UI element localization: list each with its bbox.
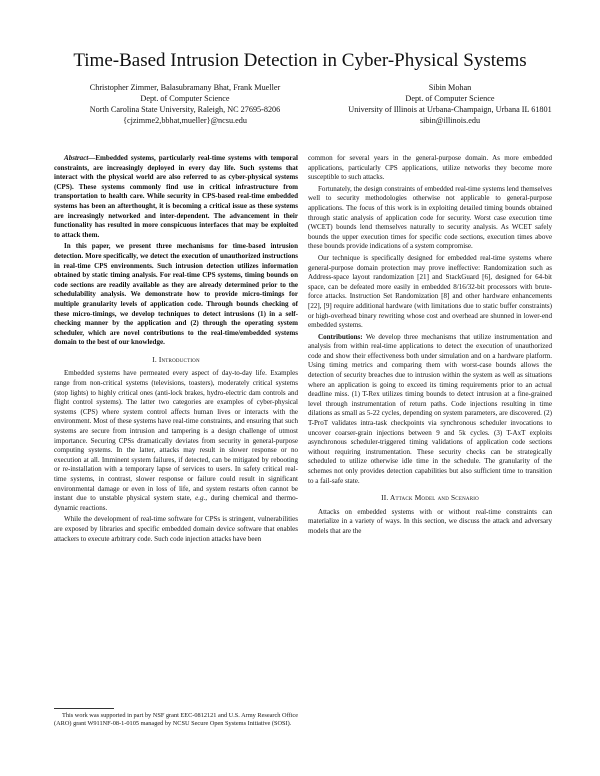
body-paragraph: Contributions: We develop three mechanisms that utilize instrumentation and analysis from within real-time applications to detect the execution of unauthorized code and show their effectiveness both under simulation and on a hardware platform. Using timing metrics and comparing them with worst-case bounds allows the detection of security breaches due to intrusion within the system as well as situations where an application is going to exceed its timing requirements prior to an actual deadline miss. (1) T-Rex utilizes timing bounds to detect intrusion at a fine-grained level through instrumentation of return paths. Code injections resulting in time dilations as small as 5-22 cycles, depending on system parameters, are discovered. (2) T-ProT validates intra-task checkpoints via synchronous scheduler invocations to uncover coarser-grain injections between 9 and 5k cycles. (3) T-AxT exploits asynchronous scheduler-triggered timing validations of application code sections without requiring instrumentation. These security checks can be strategically scheduled to utilize otherwise idle time in the schedule. The granularity of the schemes not only provides detection capabilities but also sufficient time to transition to a fail-safe state.: [308, 332, 552, 485]
footnote-text: This work was supported in part by NSF grant EEC-0812121 and U.S. Army Research Office (ARO) grant W911NF-08-1-0105 managed by NCSU Secure Open Systems Initiative (SOSI).: [54, 712, 298, 727]
body-paragraph: common for several years in the general-purpose domain. As more embedded applications, particularly CPS applications, utilize networks they become more susceptible to such attacks.: [308, 154, 552, 182]
author-affiliation: North Carolina State University, Raleigh, NC 27695-8206: [89, 105, 281, 114]
abstract: [54, 154, 298, 348]
body-paragraph: While the development of real-time software for CPSs is stringent, vulnerabilities are exposed by libraries and specific embedded domain device software that enables attackers to execute arbitrary code. Such code injection attacks have been: [54, 515, 298, 543]
footnote-rule: [54, 708, 114, 709]
body-paragraph: Our technique is specifically designed for embedded real-time systems where general-purpose domain protection may prove ineffective: Randomization such as Address-space layout randomization [21] and StackGuard [6], designed for 64-bit space, can be defeated more easily in embedded 8/16/32-bit processors with brute-force attacks. Instruction Set Randomization [8] and other hardware enhancements [22], [9] require additional hardware (with limitations due to static buffer constraints) or high-overhead binary rewriting whose cost and overhead are shunned in lower-end embedded systems.: [308, 253, 552, 330]
left-column: [54, 154, 298, 544]
footnote: [54, 712, 298, 728]
section-heading-attack-model: II. Attack Model and Scenario: [381, 493, 479, 503]
body-paragraph: Attacks on embedded systems with or without real-time constraints can materialize in a variety of ways. In this section, we discuss the attack and adversary models that are the: [308, 507, 552, 535]
author-block-uiuc: [335, 82, 565, 126]
author-names: Christopher Zimmer, Balasubramany Bhat, Frank Mueller: [89, 83, 281, 92]
author-block-ncsu: [40, 82, 330, 126]
author-dept: Dept. of Computer Science: [140, 94, 230, 103]
author-names: Sibin Mohan: [428, 83, 472, 92]
contributions-label: Contributions:: [318, 332, 363, 341]
author-email: {cjzimme2,bbhat,mueller}@ncsu.edu: [123, 116, 247, 125]
author-dept: Dept. of Computer Science: [405, 94, 495, 103]
body-paragraph: Embedded systems have permeated every aspect of day-to-day life. Examples range from non-critical systems (televisions, toasters), moderately critical systems (stop lights) to highly critical ones (anti-lock brakes, hydro-electric dam controls and flight control systems). The latter two categories are examples of cyber-physical systems (CPS) where system control affects human lives or interacts with the environment. Most of these systems have real-time constraints, and ensuring that such systems are secure from intrusion and tampering is a design challenge of utmost importance. Securing CPSs dramatically deviates from security in general-purpose computing systems. In the latter, attacks may result in slower response or no execution at all. Imminent system failures, if detected, can be mitigated by rebooting or re-installation with a temporary lapse of services to users. In safety critical real-time systems, in contrast, slower response or failure could result in significant environmental damage or even in loss of life, and system restarts often cannot be instant due to unstable physical system state, e.g., during chemical and thermo-dynamic reactions.: [54, 369, 299, 512]
abstract-label: Abstract: [64, 154, 89, 162]
abstract-paragraph: In this paper, we present three mechanisms for time-based intrusion detection. More specifically, we detect the execution of unauthorized instructions in real-time CPS environments. Such intrusion detection utilizes information obtained by static timing analysis. For real-time CPS systems, timing bounds on code sections are readily available as they are already determined prior to the schedulability analysis. We demonstrate how to provide micro-timings for multiple granularity levels of application code. Through bounds checking of these micro-timings, we develop techniques to detect intrusions (1) in a self-checking manner by the application and (2) through the operating system scheduler, which are novel contributions to the real-time/embedded systems domain to the best of our knowledge.: [54, 242, 298, 347]
paper-title: Time-Based Intrusion Detection in Cyber-Physical Systems: [73, 50, 527, 71]
author-email: sibin@illinois.edu: [419, 116, 481, 125]
section-heading-introduction: I. Introduction: [152, 354, 200, 364]
author-affiliation: University of Illinois at Urbana-Champaign, Urbana IL 61801: [348, 105, 552, 114]
abstract-paragraph: Abstract—Embedded systems, particularly real-time systems with temporal constraints, are increasingly deployed in every day life. Such systems that interact with the physical world are also referred to as cyber-physical systems (CPS). These systems commonly find use in critical infrastructure from transportation to health care. While security in CPS-based real-time embedded systems has been an afterthought, it is becoming a critical issue as these systems are increasingly networked and inter-dependent. The advancement in their functionality has resulted in more conspicuous interfaces that may be exploited to attack them.: [54, 154, 298, 239]
body-paragraph: Fortunately, the design constraints of embedded real-time systems lend themselves well to security methodologies otherwise not applicable to general-purpose applications. The focus of this work is in exploiting detailed timing bounds obtained through static analysis of application code for security. Worst case execution time (WCET) bounds lend themselves naturally to security analysis. As WCET safely bounds the upper execution times for specific code sections, execution times above these bounds provide indications of a system compromise.: [308, 184, 552, 251]
right-column: [308, 154, 552, 537]
